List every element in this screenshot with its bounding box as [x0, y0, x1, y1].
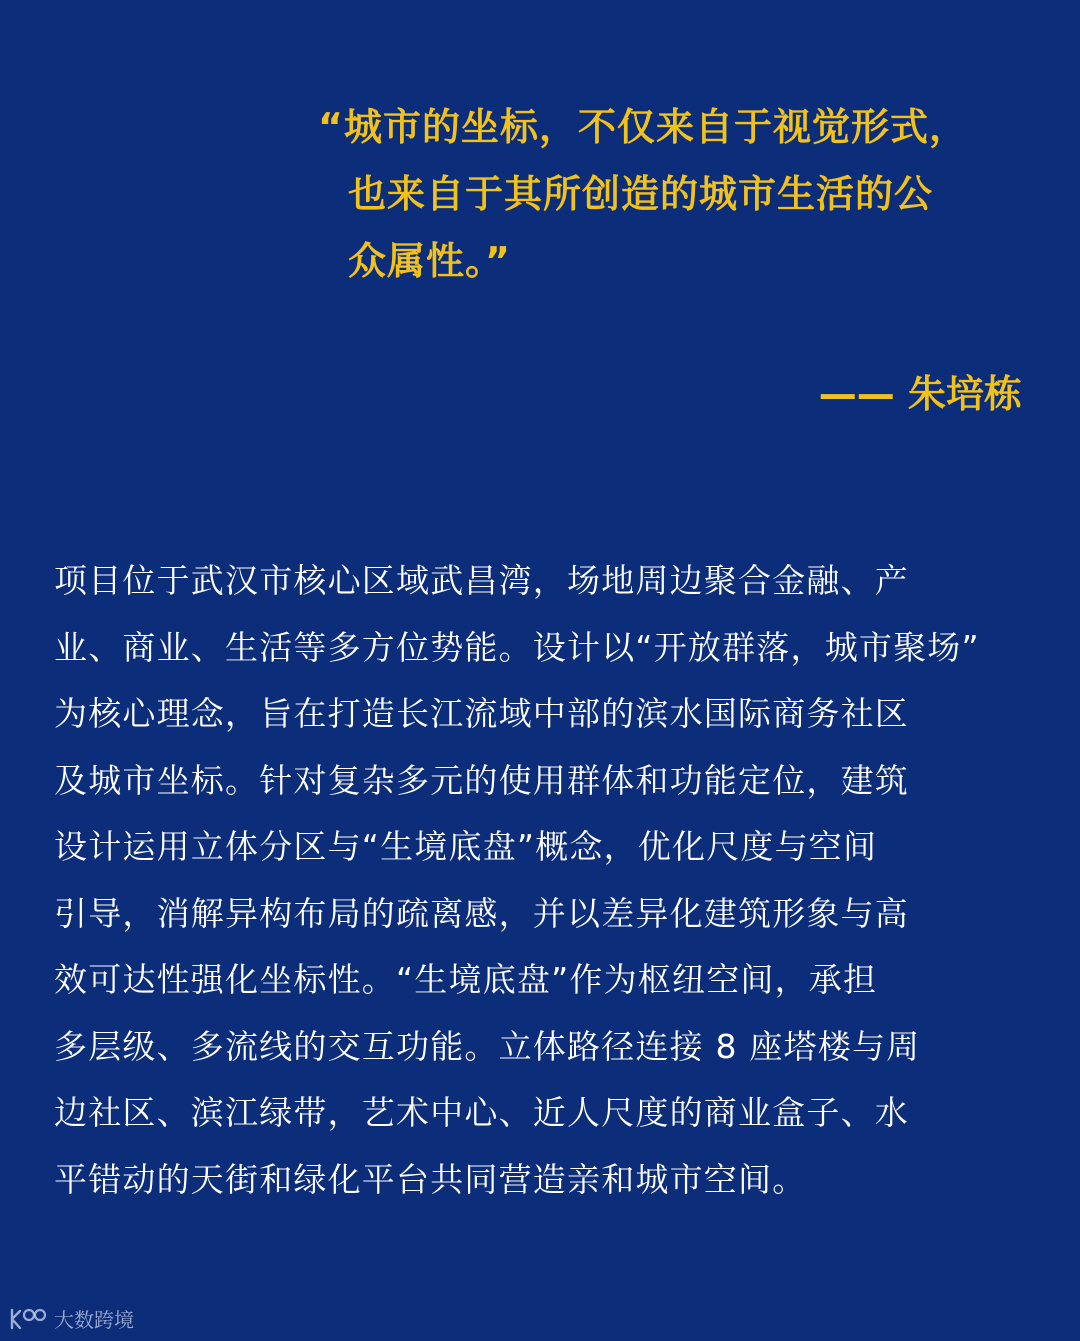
quote-line: “城市的坐标，不仅来自于视觉形式， [318, 105, 968, 149]
body-line: 边社区、滨江绿带，艺术中心、近人尺度的商业盒子、水 [54, 1093, 909, 1132]
logo-icon [8, 1306, 48, 1332]
body-line: 项目位于武汉市核心区域武昌湾，场地周边聚合金融、产 [54, 561, 909, 600]
body-line: 及城市坐标。针对复杂多元的使用群体和功能定位，建筑 [54, 760, 909, 800]
body-line: 多层级、多流线的交互功能。立体路径连接 8 座塔楼与周 [54, 1026, 921, 1066]
body-line: 业、商业、生活等多方位势能。设计以“开放群落，城市聚场” [54, 627, 980, 667]
quote-attribution: —— 朱培栋 [818, 372, 1022, 416]
body-line: 效可达性强化坐标性。“生境底盘”作为枢纽空间，承担 [54, 960, 878, 999]
watermark-text: 大数跨境 [54, 1308, 134, 1332]
pull-quote [318, 94, 1058, 295]
body-line: 为核心理念，旨在打造长江流域中部的滨水国际商务社区 [54, 694, 909, 733]
body-paragraph [54, 548, 1044, 1213]
body-line: 引导，消解异构布局的疏离感，并以差异化建筑形象与高 [54, 893, 909, 933]
body-line: 设计运用立体分区与“生境底盘”概念，优化尺度与空间 [54, 827, 878, 866]
quote-line: 也来自于其所创造的城市生活的公 [348, 172, 934, 216]
quote-line: 众属性。” [348, 239, 511, 283]
body-line: 平错动的天街和绿化平台共同营造亲和城市空间。 [54, 1159, 807, 1199]
watermark [8, 1304, 134, 1333]
